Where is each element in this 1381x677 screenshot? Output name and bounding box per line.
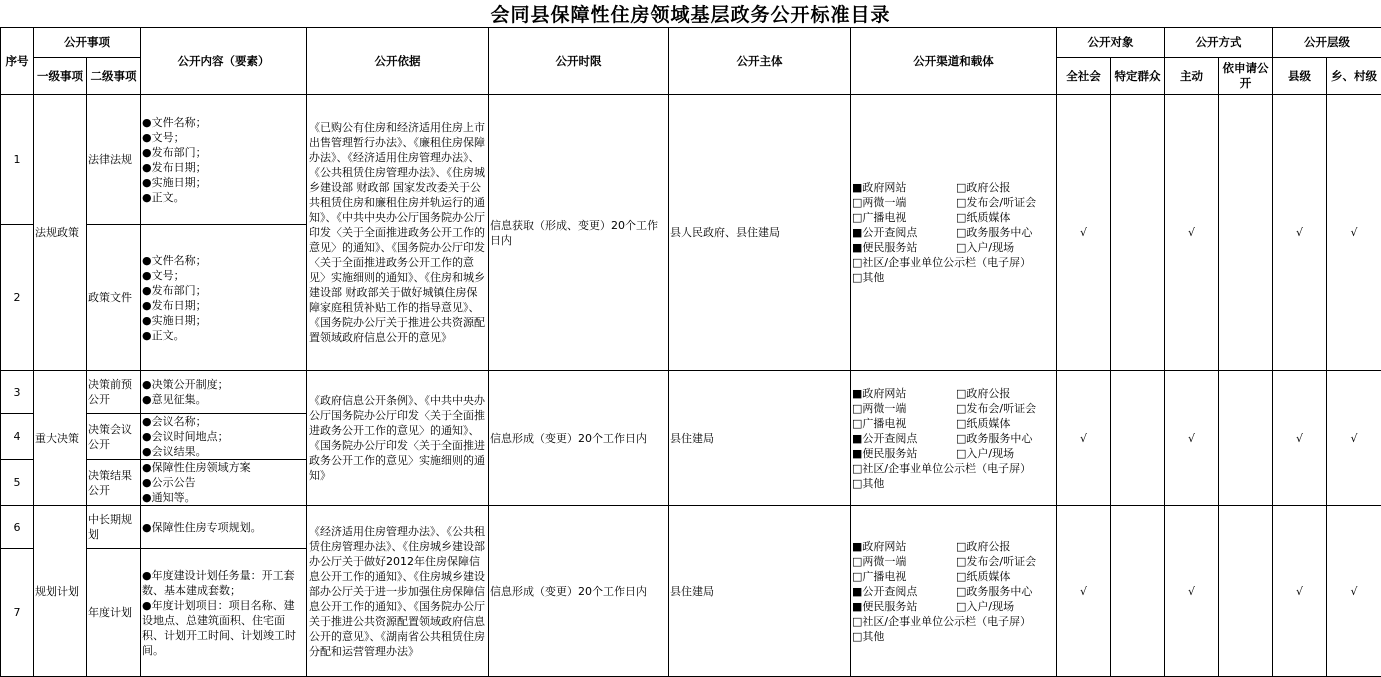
page-title: 会同县保障性住房领域基层政务公开标准目录 bbox=[0, 0, 1381, 27]
subject-cell: 县人民政府、县住建局 bbox=[669, 95, 851, 371]
time-limit-cell: 信息形成（变更）20个工作日内 bbox=[489, 506, 669, 677]
channel-option bbox=[956, 476, 1055, 491]
content-cell bbox=[141, 95, 307, 225]
level-county-cell: √ bbox=[1273, 371, 1327, 506]
table-row bbox=[1, 506, 1381, 549]
channel-option: □其他 bbox=[852, 476, 956, 491]
content-line: ●正文。 bbox=[142, 190, 305, 205]
level2-cell: 政策文件 bbox=[87, 225, 141, 371]
row-seq: 3 bbox=[1, 371, 34, 414]
channel-option bbox=[956, 270, 1055, 285]
header-target-all: 全社会 bbox=[1057, 58, 1111, 95]
channel-option: □发布会/听证会 bbox=[956, 554, 1055, 569]
header-level-county: 县级 bbox=[1273, 58, 1327, 95]
header-matters: 公开事项 bbox=[34, 28, 141, 58]
header-level-town: 乡、村级 bbox=[1327, 58, 1381, 95]
channel-option: ■便民服务站 bbox=[852, 240, 956, 255]
content-line: ●正文。 bbox=[142, 328, 305, 343]
channel-option: □两微一端 bbox=[852, 195, 956, 210]
content-line: ●公示公告 bbox=[142, 475, 305, 490]
level2-cell: 年度计划 bbox=[87, 549, 141, 677]
content-line: ●发布日期； bbox=[142, 298, 305, 313]
basis-cell: 《经济适用住房管理办法》、《公共租赁住房管理办法》、《住房城乡建设部办公厅关于做好2012年住房保障信息公开工作的通知》、《住房城乡建设部办公厅关于进一步加强住房保障信息公开工作的通知》、《国务院办公厅关于推进公共资源配置领域政府信息公开的意见》、《湖南省公共租赁住房分配和运营管理办法》 bbox=[307, 506, 489, 677]
mode-request-cell bbox=[1219, 506, 1273, 677]
table-body bbox=[1, 95, 1381, 677]
content-line: ●年度计划项目：项目名称、建设地点、总建筑面积、住宅面积、计划开工时间、计划竣工时间。 bbox=[142, 598, 305, 658]
catalog-table bbox=[0, 27, 1381, 677]
channels-grid bbox=[852, 386, 1055, 491]
level-town-cell: √ bbox=[1327, 371, 1381, 506]
header-level1: 一级事项 bbox=[34, 58, 87, 95]
channel-option: □政务服务中心 bbox=[956, 584, 1055, 599]
level2-cell: 中长期规划 bbox=[87, 506, 141, 549]
content-line: ●会议结果。 bbox=[142, 444, 305, 459]
channel-option: □广播电视 bbox=[852, 210, 956, 225]
content-line: ●发布部门； bbox=[142, 283, 305, 298]
channel-option: □其他 bbox=[852, 629, 956, 644]
target-all-cell: √ bbox=[1057, 506, 1111, 677]
content-line: ●年度建设计划任务量：开工套数、基本建成套数； bbox=[142, 568, 305, 598]
channels-grid bbox=[852, 180, 1055, 285]
content-line: ●实施日期； bbox=[142, 175, 305, 190]
channel-option: □政府公报 bbox=[956, 539, 1055, 554]
level1-cell: 规划计划 bbox=[34, 506, 87, 677]
channel-option: □入户/现场 bbox=[956, 446, 1055, 461]
channel-option: □纸质媒体 bbox=[956, 569, 1055, 584]
header-subject: 公开主体 bbox=[669, 28, 851, 95]
mode-request-cell bbox=[1219, 371, 1273, 506]
table-row bbox=[1, 95, 1381, 225]
channel-option: ■政府网站 bbox=[852, 386, 956, 401]
content-line: ●发布部门； bbox=[142, 145, 305, 160]
mode-active-cell: √ bbox=[1165, 371, 1219, 506]
channel-option: ■公开查阅点 bbox=[852, 225, 956, 240]
basis-cell: 《已购公有住房和经济适用住房上市出售管理暂行办法》、《廉租住房保障办法》、《经济适用住房管理办法》、《公共租赁住房管理办法》、《住房城乡建设部 财政部 国家发改委关于公共租赁住房和廉租住房并轨运行的通知》、《中共中央办公厅国务院办公厅印发〈关于全面推进政务公开工作的意见〉的通知》、《国务院办公厅印发〈关于全面推进政务公开工作的意见〉实施细则的通知》、《住房和城乡建设部 财政部关于做好城镇住房保障家庭租赁补贴工作的指导意见》、《国务院办公厅关于推进公共资源配置领域政府信息公开的意见》 bbox=[307, 95, 489, 371]
header-basis: 公开依据 bbox=[307, 28, 489, 95]
channel-option: □政府公报 bbox=[956, 386, 1055, 401]
row-seq: 4 bbox=[1, 414, 34, 460]
channel-option: □广播电视 bbox=[852, 569, 956, 584]
target-all-cell: √ bbox=[1057, 95, 1111, 371]
channels-cell bbox=[851, 95, 1057, 371]
target-specific-cell bbox=[1111, 371, 1165, 506]
channel-option: ■政府网站 bbox=[852, 180, 956, 195]
channel-option: □两微一端 bbox=[852, 554, 956, 569]
header-target: 公开对象 bbox=[1057, 28, 1165, 58]
header-channels: 公开渠道和载体 bbox=[851, 28, 1057, 95]
content-cell bbox=[141, 414, 307, 460]
row-seq: 7 bbox=[1, 549, 34, 677]
row-seq: 2 bbox=[1, 225, 34, 371]
channel-option: □发布会/听证会 bbox=[956, 401, 1055, 416]
channel-option: □政务服务中心 bbox=[956, 225, 1055, 240]
channel-option bbox=[956, 629, 1055, 644]
content-line: ●文件名称； bbox=[142, 115, 305, 130]
channel-option: □入户/现场 bbox=[956, 599, 1055, 614]
subject-cell: 县住建局 bbox=[669, 371, 851, 506]
header-mode-request: 依申请公开 bbox=[1219, 58, 1273, 95]
channel-option: □社区/企事业单位公示栏（电子屏） bbox=[852, 461, 1055, 476]
content-cell bbox=[141, 371, 307, 414]
channel-option: ■公开查阅点 bbox=[852, 431, 956, 446]
channels-cell bbox=[851, 371, 1057, 506]
level1-cell: 法规政策 bbox=[34, 95, 87, 371]
content-line: ●通知等。 bbox=[142, 490, 305, 505]
channel-option: □社区/企事业单位公示栏（电子屏） bbox=[852, 255, 1055, 270]
content-cell bbox=[141, 225, 307, 371]
row-seq: 5 bbox=[1, 460, 34, 506]
mode-request-cell bbox=[1219, 95, 1273, 371]
header-level: 公开层级 bbox=[1273, 28, 1381, 58]
channel-option: □社区/企事业单位公示栏（电子屏） bbox=[852, 614, 1055, 629]
content-cell bbox=[141, 549, 307, 677]
subject-cell: 县住建局 bbox=[669, 506, 851, 677]
level-county-cell: √ bbox=[1273, 95, 1327, 371]
channel-option: □两微一端 bbox=[852, 401, 956, 416]
content-line: ●保障性住房领域方案 bbox=[142, 460, 305, 475]
header-target-specific: 特定群众 bbox=[1111, 58, 1165, 95]
level2-cell: 法律法规 bbox=[87, 95, 141, 225]
header-mode: 公开方式 bbox=[1165, 28, 1273, 58]
channel-option: ■公开查阅点 bbox=[852, 584, 956, 599]
header-time-limit: 公开时限 bbox=[489, 28, 669, 95]
channel-option: □其他 bbox=[852, 270, 956, 285]
level2-cell: 决策会议公开 bbox=[87, 414, 141, 460]
channel-option: □政府公报 bbox=[956, 180, 1055, 195]
level2-cell: 决策前预公开 bbox=[87, 371, 141, 414]
level-town-cell: √ bbox=[1327, 95, 1381, 371]
level2-cell: 决策结果公开 bbox=[87, 460, 141, 506]
channel-option: ■便民服务站 bbox=[852, 446, 956, 461]
target-specific-cell bbox=[1111, 95, 1165, 371]
header-mode-active: 主动 bbox=[1165, 58, 1219, 95]
content-line: ●保障性住房专项规划。 bbox=[142, 520, 305, 535]
content-line: ●文号； bbox=[142, 268, 305, 283]
content-line: ●发布日期； bbox=[142, 160, 305, 175]
channels-grid bbox=[852, 539, 1055, 644]
content-line: ●实施日期； bbox=[142, 313, 305, 328]
level-county-cell: √ bbox=[1273, 506, 1327, 677]
channel-option: ■政府网站 bbox=[852, 539, 956, 554]
row-seq: 1 bbox=[1, 95, 34, 225]
mode-active-cell: √ bbox=[1165, 95, 1219, 371]
content-line: ●文件名称； bbox=[142, 253, 305, 268]
content-line: ●会议名称； bbox=[142, 414, 305, 429]
channel-option: □纸质媒体 bbox=[956, 210, 1055, 225]
header-content: 公开内容（要素） bbox=[141, 28, 307, 95]
time-limit-cell: 信息获取（形成、变更）20个工作日内 bbox=[489, 95, 669, 371]
content-cell bbox=[141, 460, 307, 506]
content-line: ●决策公开制度； bbox=[142, 377, 305, 392]
content-cell bbox=[141, 506, 307, 549]
content-line: ●会议时间地点； bbox=[142, 429, 305, 444]
table-row bbox=[1, 371, 1381, 414]
channel-option: □入户/现场 bbox=[956, 240, 1055, 255]
channels-cell bbox=[851, 506, 1057, 677]
mode-active-cell: √ bbox=[1165, 506, 1219, 677]
channel-option: ■便民服务站 bbox=[852, 599, 956, 614]
time-limit-cell: 信息形成（变更）20个工作日内 bbox=[489, 371, 669, 506]
row-seq: 6 bbox=[1, 506, 34, 549]
header-seq: 序号 bbox=[1, 28, 34, 95]
level-town-cell: √ bbox=[1327, 506, 1381, 677]
channel-option: □发布会/听证会 bbox=[956, 195, 1055, 210]
level1-cell: 重大决策 bbox=[34, 371, 87, 506]
content-line: ●文号； bbox=[142, 130, 305, 145]
target-specific-cell bbox=[1111, 506, 1165, 677]
basis-cell: 《政府信息公开条例》、《中共中央办公厅国务院办公厅印发〈关于全面推进政务公开工作的意见〉的通知》、《国务院办公厅印发〈关于全面推进政务公开工作的意见〉实施细则的通知》 bbox=[307, 371, 489, 506]
channel-option: □政务服务中心 bbox=[956, 431, 1055, 446]
target-all-cell: √ bbox=[1057, 371, 1111, 506]
channel-option: □广播电视 bbox=[852, 416, 956, 431]
channel-option: □纸质媒体 bbox=[956, 416, 1055, 431]
content-line: ●意见征集。 bbox=[142, 392, 305, 407]
header-level2: 二级事项 bbox=[87, 58, 141, 95]
